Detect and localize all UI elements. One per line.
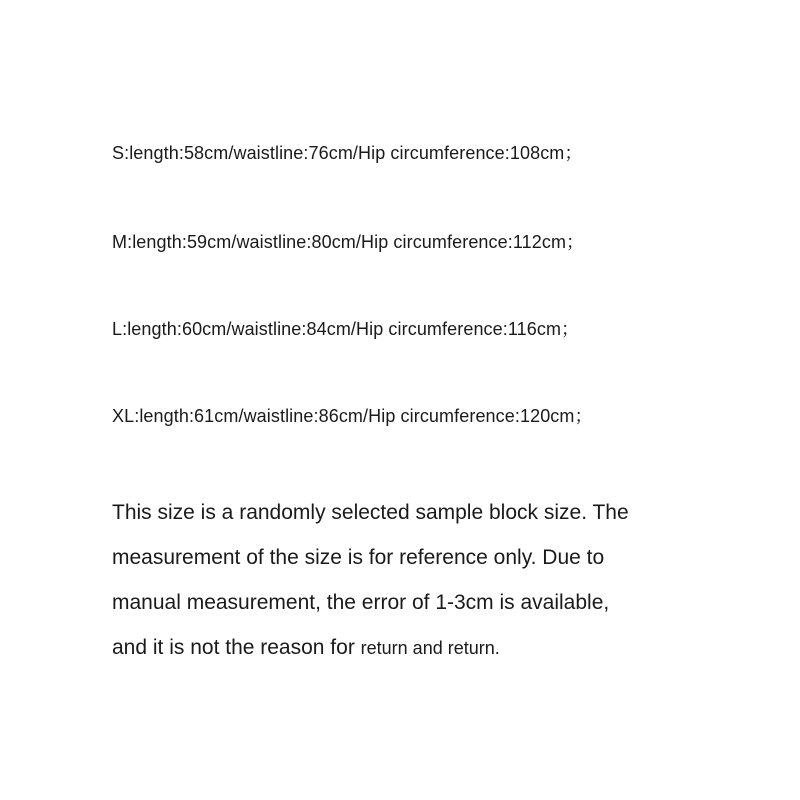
note-line-4-main: and it is not the reason for (112, 636, 361, 659)
size-xl-measurements: XL:length:61cm/waistline:86cm/Hip circumference:120cm； (112, 406, 593, 426)
size-m-measurements: M:length:59cm/waistline:80cm/Hip circumference:112cm； (112, 232, 585, 252)
note-line-4-small: return and return. (360, 638, 500, 658)
note-line-1: This size is a randomly selected sample block size. The (112, 501, 629, 524)
note-line-4 (112, 625, 792, 671)
size-disclaimer-note (112, 490, 792, 671)
note-line-3: manual measurement, the error of 1-3cm is available, (112, 591, 610, 614)
size-s-measurements: S:length:58cm/waistline:76cm/Hip circumference:108cm； (112, 143, 583, 163)
note-line-2: measurement of the size is for reference only. Due to (112, 546, 605, 569)
size-l-measurements: L:length:60cm/waistline:84cm/Hip circumference:116cm； (112, 319, 580, 339)
